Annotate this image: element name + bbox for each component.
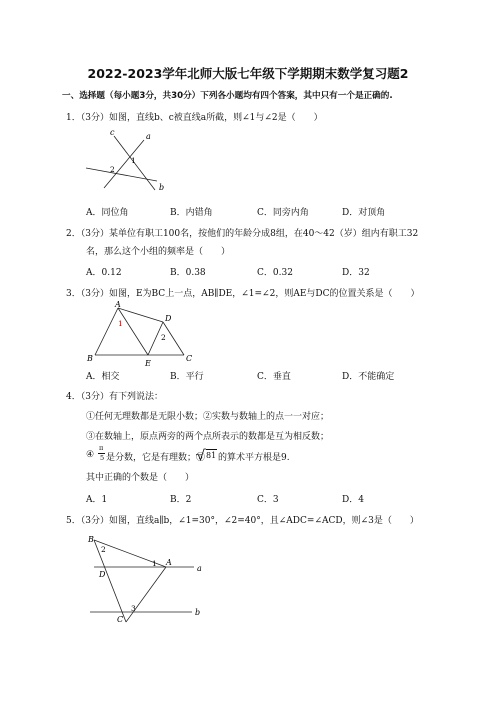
fig3-label-B: B: [87, 354, 93, 363]
q3-option-b: B．平行: [170, 372, 204, 382]
question-5-text: 5．（3分）如图，直线a∥b，∠1=30°，∠2=40°，且∠ADC=∠ACD，则∠3是（ ）: [66, 516, 419, 526]
q4-option-c: C．3: [257, 495, 279, 505]
q4-question-line: 其中正确的个数是（ ）: [86, 473, 195, 483]
fig1-label-a: a: [146, 132, 151, 141]
fig5-label-a: a: [197, 564, 202, 573]
q4-statement-3: ③在数轴上，原点两旁的两个点所表示的数都是互为相反数；: [86, 432, 330, 442]
fig3-label-E: E: [145, 359, 151, 368]
q4-option-b: B．2: [170, 495, 192, 505]
q4-statement-4-5: 是分数，它是有理数；⑤: [106, 453, 206, 463]
fig3-label-C: C: [186, 354, 193, 363]
radical-vinculum: [206, 449, 217, 450]
q3-option-d: D．不能确定: [342, 372, 395, 382]
q1-option-b: B．内错角: [170, 208, 213, 218]
q1-option-d: D．对顶角: [342, 208, 386, 218]
fig3-angle-2: 2: [161, 333, 166, 342]
page-title: 2022-2023学年北师大版七年级下学期期末数学复习题2: [87, 66, 409, 81]
question-5-figure: [80, 530, 210, 630]
q4-radicand: 81: [206, 451, 217, 460]
radical-sign-icon: [196, 448, 206, 461]
q4-circle-4: ④: [86, 450, 95, 460]
fig1-label-b: b: [159, 183, 165, 192]
question-4-text: 4．（3分）有下列说法：: [66, 392, 163, 402]
fig5-label-b: b: [195, 608, 201, 617]
q4-statement-1-2: ①任何无理数都是无限小数；②实数与数轴上的点一一对应；: [86, 412, 330, 422]
q2-option-a: A．0.12: [86, 268, 122, 278]
q4-option-a: A．1: [86, 495, 108, 505]
question-1-figure: [80, 126, 170, 192]
q4-fraction-denominator: 5: [100, 454, 105, 462]
fig5-angle-3: 3: [131, 604, 136, 613]
section-heading: 一、选择题（每小题3分，共30分）下列各小题均有四个答案，其中只有一个是正确的.: [62, 91, 393, 101]
fig3-label-D: D: [165, 314, 172, 323]
fig1-label-c: c: [110, 128, 115, 137]
question-3-text: 3．（3分）如图，E为BC上一点，AB∥DE，∠1=∠2，则AE与DC的位置关系是（ ）: [66, 289, 420, 299]
fig5-label-B: B: [88, 535, 94, 544]
q4-fraction-numerator: π: [99, 444, 104, 452]
question-3-figure: [86, 299, 198, 369]
fig5-label-A: A: [166, 558, 172, 567]
fig5-label-D: D: [99, 570, 106, 579]
q1-option-a: A．同位角: [86, 208, 129, 218]
fig5-label-C: C: [117, 615, 124, 624]
fig1-angle-2: 2: [110, 165, 115, 174]
q2-option-d: D．32: [342, 268, 370, 278]
q3-option-c: C．垂直: [257, 372, 291, 382]
question-2-line-1: 2．（3分）某单位有职工100名，按他们的年龄分成8组，在40～42（岁）组内有职工32: [66, 229, 419, 239]
fig5-angle-1: 1: [152, 559, 157, 568]
question-2-line-2: 名，那么这个小组的频率是（ ）: [86, 247, 231, 257]
q1-option-c: C．同旁内角: [257, 208, 309, 218]
q2-option-c: C．0.32: [257, 268, 293, 278]
fig3-angle-1: 1: [118, 319, 123, 328]
fig5-angle-2: 2: [101, 545, 106, 554]
fig1-angle-1: 1: [131, 156, 136, 165]
q4-statement-5-end: 的算术平方根是9.: [218, 453, 290, 463]
q3-option-a: A．相交: [86, 372, 120, 382]
q2-option-b: B．0.38: [170, 268, 206, 278]
fig3-label-A: A: [115, 300, 121, 309]
question-1-text: 1．（3分）如图，直线b、c被直线a所截，则∠1与∠2是（ ）: [66, 113, 323, 123]
q4-option-d: D．4: [342, 495, 364, 505]
